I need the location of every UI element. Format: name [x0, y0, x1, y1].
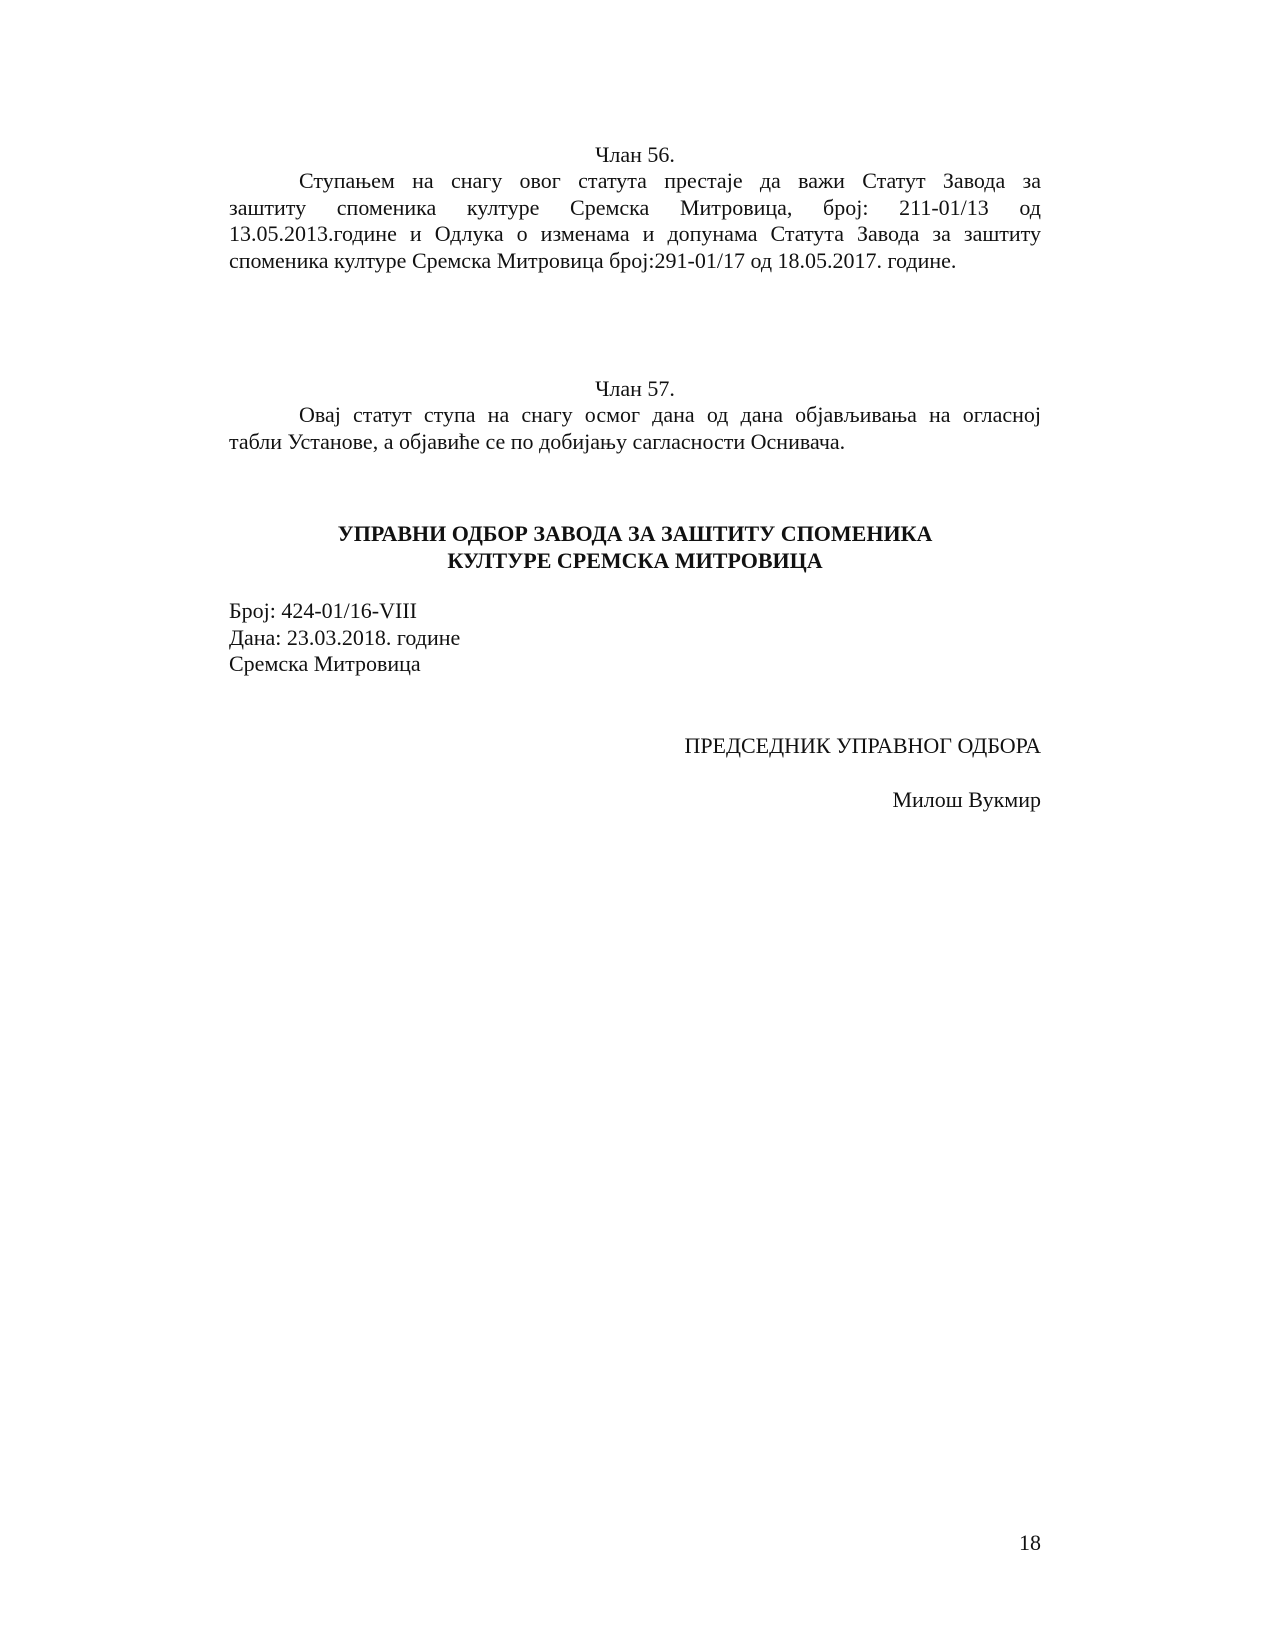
article-56-line: Ступањем на снагу овог статута престаје да важи Статут Завода за — [299, 168, 1041, 193]
article-57-title: Члан 57. — [595, 376, 675, 401]
document-number: Број: 424-01/16-VIII — [229, 598, 417, 623]
article-57-line: Овај статут ступа на снагу осмог дана од дана објављивања на огласној — [299, 402, 1041, 427]
signatory-role: ПРЕДСЕДНИК УПРАВНОГ ОДБОРА — [684, 733, 1041, 758]
document-meta — [229, 598, 460, 678]
article-57-body — [229, 402, 1041, 455]
signatory-name: Милош Вукмир — [892, 787, 1041, 812]
document-place: Сремска Митровица — [229, 651, 421, 676]
article-56-line: 13.05.2013.године и Одлука о изменама и допунама Статута Завода за заштиту — [229, 221, 1041, 246]
article-57-line: табли Установе, а објавиће се по добијању сагласности Оснивача. — [229, 428, 846, 454]
article-56-line: споменика културе Сремска Митровица број:291-01/17 од 18.05.2017. године. — [229, 247, 957, 273]
article-56-line: заштиту споменика културе Сремска Митровица, број: 211-01/13 од — [229, 194, 1041, 220]
page-number: 18 — [1019, 1530, 1041, 1555]
board-heading — [229, 520, 1041, 574]
article-56-title: Члан 56. — [595, 142, 675, 167]
board-heading-line: КУЛТУРЕ СРЕМСКА МИТРОВИЦА — [447, 548, 823, 573]
article-56-body — [229, 168, 1041, 274]
board-heading-line: УПРАВНИ ОДБОР ЗАВОДА ЗА ЗАШТИТУ СПОМЕНИКА — [337, 521, 933, 546]
document-date: Дана: 23.03.2018. године — [229, 624, 461, 650]
